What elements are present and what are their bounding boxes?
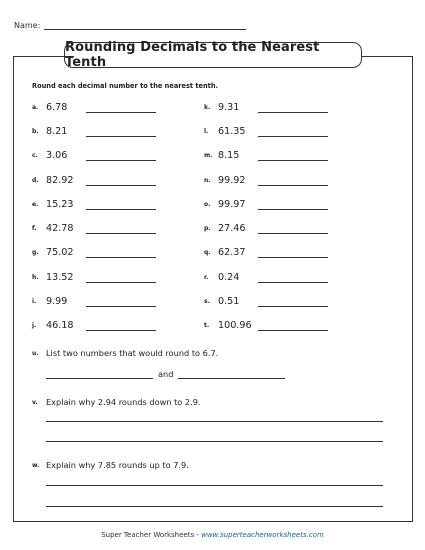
- answer-line[interactable]: [46, 485, 383, 486]
- problem-h: [32, 271, 156, 283]
- footer: [0, 531, 425, 539]
- problem-s: [204, 295, 328, 307]
- answer-blank[interactable]: [258, 224, 328, 234]
- instructions: Round each decimal number to the nearest tenth.: [32, 82, 219, 90]
- name-label: Name:: [14, 21, 41, 30]
- answer-blank[interactable]: [86, 273, 156, 283]
- answer-blank[interactable]: [258, 273, 328, 283]
- answer-blank[interactable]: [86, 176, 156, 186]
- problem-letter: k.: [204, 103, 211, 111]
- question-w: [32, 460, 189, 470]
- problem-value: 3.06: [46, 149, 68, 161]
- problem-value: 8.21: [46, 125, 68, 137]
- problem-letter: q.: [204, 248, 211, 256]
- problem-f: [32, 222, 156, 234]
- problem-k: [204, 101, 328, 113]
- problem-value: 0.51: [218, 295, 240, 307]
- problem-value: 6.78: [46, 101, 68, 113]
- problem-m: [204, 149, 328, 161]
- answer-blank[interactable]: [86, 297, 156, 307]
- answer-blank[interactable]: [86, 321, 156, 331]
- problem-letter: s.: [204, 297, 210, 305]
- problem-letter: a.: [32, 103, 39, 111]
- answer-blank[interactable]: [86, 151, 156, 161]
- problem-letter: m.: [204, 151, 213, 159]
- question-text: List two numbers that would round to 6.7.: [46, 348, 219, 358]
- problem-l: [204, 125, 328, 137]
- problem-e: [32, 198, 156, 210]
- answer-blank[interactable]: [258, 103, 328, 113]
- problem-value: 99.92: [218, 174, 246, 186]
- problem-letter: c.: [32, 151, 38, 159]
- problem-b: [32, 125, 156, 137]
- question-letter: u.: [32, 349, 39, 357]
- answer-line[interactable]: [46, 441, 383, 442]
- problem-value: 82.92: [46, 174, 74, 186]
- answer-blank[interactable]: [258, 151, 328, 161]
- problem-n: [204, 174, 328, 186]
- problem-letter: l.: [204, 127, 209, 135]
- problem-value: 15.23: [46, 198, 74, 210]
- answer-blank-first[interactable]: [46, 370, 153, 379]
- problem-o: [204, 198, 328, 210]
- problem-letter: j.: [32, 321, 37, 329]
- problem-i: [32, 295, 156, 307]
- problem-letter: b.: [32, 127, 39, 135]
- problem-value: 100.96: [218, 319, 252, 331]
- problem-c: [32, 149, 156, 161]
- problem-letter: p.: [204, 224, 211, 232]
- problem-letter: i.: [32, 297, 37, 305]
- problem-value: 99.97: [218, 198, 246, 210]
- problem-value: 9.31: [218, 101, 240, 113]
- problem-letter: n.: [204, 176, 211, 184]
- problem-a: [32, 101, 156, 113]
- problem-value: 46.18: [46, 319, 74, 331]
- problem-t: [204, 319, 328, 331]
- answer-blank[interactable]: [258, 176, 328, 186]
- problem-letter: o.: [204, 200, 211, 208]
- problem-value: 62.37: [218, 246, 246, 258]
- and-label: and: [158, 369, 174, 379]
- problem-value: 8.15: [218, 149, 240, 161]
- answer-line[interactable]: [46, 506, 383, 507]
- problem-r: [204, 271, 328, 283]
- answer-blank[interactable]: [258, 297, 328, 307]
- question-text: Explain why 2.94 rounds down to 2.9.: [46, 397, 201, 407]
- problem-value: 75.02: [46, 246, 74, 258]
- question-u-answer-row: [46, 369, 285, 379]
- question-letter: w.: [32, 461, 40, 469]
- problem-value: 27.46: [218, 222, 246, 234]
- problem-letter: g.: [32, 248, 39, 256]
- problem-letter: r.: [204, 273, 209, 281]
- footer-brand: Super Teacher Worksheets -: [101, 531, 202, 539]
- answer-blank[interactable]: [258, 127, 328, 137]
- answer-blank[interactable]: [258, 248, 328, 258]
- answer-blank[interactable]: [258, 200, 328, 210]
- name-input-line[interactable]: [44, 20, 246, 30]
- problem-value: 42.78: [46, 222, 74, 234]
- problem-letter: h.: [32, 273, 39, 281]
- answer-blank-second[interactable]: [178, 370, 285, 379]
- answer-blank[interactable]: [258, 321, 328, 331]
- answer-blank[interactable]: [86, 103, 156, 113]
- problem-letter: e.: [32, 200, 39, 208]
- problem-value: 9.99: [46, 295, 68, 307]
- problem-d: [32, 174, 156, 186]
- title-text: Rounding Decimals to the Nearest Tenth: [65, 40, 320, 70]
- worksheet-title: [64, 42, 362, 68]
- footer-url[interactable]: www.superteacherworksheets.com: [201, 531, 324, 539]
- problem-p: [204, 222, 328, 234]
- problem-letter: t.: [204, 321, 210, 329]
- question-u: [32, 348, 218, 358]
- question-v: [32, 397, 201, 407]
- problem-letter: f.: [32, 224, 37, 232]
- answer-line[interactable]: [46, 421, 383, 422]
- problem-value: 61.35: [218, 125, 246, 137]
- answer-blank[interactable]: [86, 127, 156, 137]
- problem-g: [32, 246, 156, 258]
- problem-q: [204, 246, 328, 258]
- question-letter: v.: [32, 398, 38, 406]
- answer-blank[interactable]: [86, 200, 156, 210]
- question-text: Explain why 7.85 rounds up to 7.9.: [46, 460, 189, 470]
- answer-blank[interactable]: [86, 224, 156, 234]
- problem-letter: d.: [32, 176, 39, 184]
- problem-j: [32, 319, 156, 331]
- answer-blank[interactable]: [86, 248, 156, 258]
- problem-value: 13.52: [46, 271, 74, 283]
- name-field-row: [14, 20, 246, 30]
- problem-value: 0.24: [218, 271, 240, 283]
